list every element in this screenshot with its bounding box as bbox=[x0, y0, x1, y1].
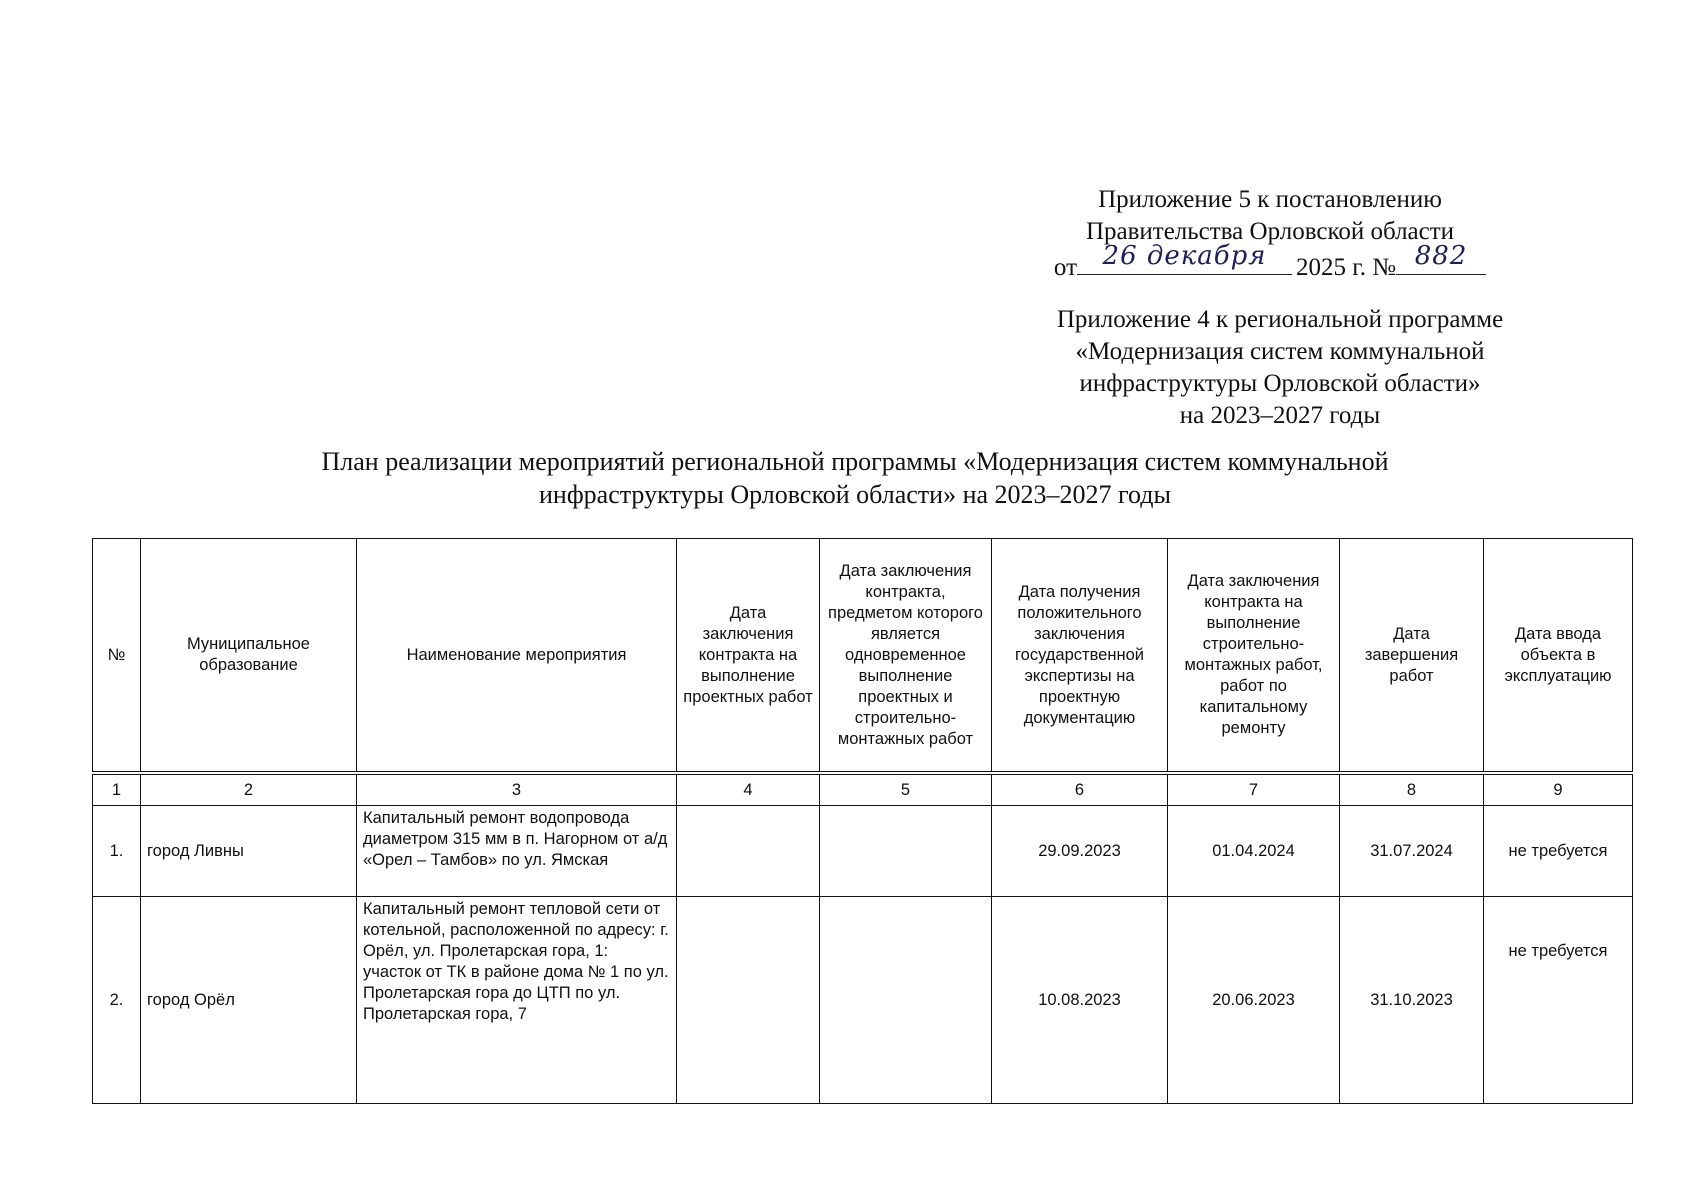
column-number: 8 bbox=[1340, 773, 1484, 806]
row-municipality: город Орёл bbox=[141, 897, 357, 1104]
header-design-contract: Дата заключения контракта на выполнение проектных работ bbox=[677, 539, 820, 774]
header-commissioning: Дата ввода объекта в эксплуатацию bbox=[1484, 539, 1633, 774]
row-event: Капитальный ремонт тепловой сети от котельной, расположенной по адресу: г. Орёл, ул. Пролетарская гора, 1: участок от ТК в районе дома № 1 по ул. Пролетарская гора до ЦТП по ул. Пролетарская гора, 7 bbox=[357, 897, 677, 1104]
plan-title bbox=[230, 445, 1480, 511]
header-combined-contract: Дата заключения контракта, предметом которого является одновременное выполнение проектных и строительно-монтажных работ bbox=[820, 539, 992, 774]
plan-title-line1: План реализации мероприятий региональной программы «Модернизация систем коммунальной bbox=[321, 447, 1389, 476]
table-row bbox=[93, 806, 1633, 897]
column-number: 2 bbox=[141, 773, 357, 806]
order-date-line bbox=[1040, 241, 1500, 284]
row-commissioning: не требуется bbox=[1484, 897, 1633, 1104]
annex4-line1: Приложение 4 к региональной программе bbox=[1056, 306, 1504, 333]
row-combined-contract bbox=[820, 806, 992, 897]
header-municipality: Муниципальное образование bbox=[141, 539, 357, 774]
column-number: 3 bbox=[357, 773, 677, 806]
header-num: № bbox=[93, 539, 141, 774]
header-expertise-date: Дата получения положительного заключения государственной экспертизы на проектную документацию bbox=[992, 539, 1168, 774]
row-expertise-date: 29.09.2023 bbox=[992, 806, 1168, 897]
column-number: 1 bbox=[93, 773, 141, 806]
column-number: 6 bbox=[992, 773, 1168, 806]
annex-4-header bbox=[1010, 304, 1550, 432]
handwritten-number: 882 bbox=[1414, 241, 1468, 271]
row-expertise-date: 10.08.2023 bbox=[992, 897, 1168, 1104]
row-design-contract bbox=[677, 897, 820, 1104]
plan-table bbox=[92, 538, 1633, 1104]
handwritten-date-field bbox=[1077, 241, 1292, 275]
order-year: 2025 г. № bbox=[1296, 254, 1397, 281]
row-completion: 31.07.2024 bbox=[1340, 806, 1484, 897]
row-completion: 31.10.2023 bbox=[1340, 897, 1484, 1104]
handwritten-number-field bbox=[1396, 241, 1486, 275]
row-design-contract bbox=[677, 806, 820, 897]
annex4-line2: «Модернизация систем коммунальной bbox=[1075, 338, 1485, 365]
row-num: 1. bbox=[93, 806, 141, 897]
column-number: 9 bbox=[1484, 773, 1633, 806]
annex5-line1: Приложение 5 к постановлению bbox=[1098, 186, 1442, 213]
row-construction-contract: 01.04.2024 bbox=[1168, 806, 1340, 897]
column-number: 7 bbox=[1168, 773, 1340, 806]
header-construction-contract: Дата заключения контракта на выполнение строительно-монтажных работ, работ по капитальному ремонту bbox=[1168, 539, 1340, 774]
row-combined-contract bbox=[820, 897, 992, 1104]
annex-5-header bbox=[1040, 184, 1500, 284]
plan-title-line2: инфраструктуры Орловской области» на 2023–2027 годы bbox=[539, 480, 1171, 509]
order-date-prefix: от bbox=[1053, 254, 1078, 281]
column-number: 4 bbox=[677, 773, 820, 806]
table-header-row bbox=[93, 539, 1633, 774]
header-completion: Дата завершения работ bbox=[1340, 539, 1484, 774]
column-number: 5 bbox=[820, 773, 992, 806]
annex4-line4: на 2023–2027 годы bbox=[1179, 402, 1381, 429]
row-num: 2. bbox=[93, 897, 141, 1104]
annex5-line2: Правительства Орловской области bbox=[1085, 218, 1455, 245]
column-number-row bbox=[93, 773, 1633, 806]
row-municipality: город Ливны bbox=[141, 806, 357, 897]
row-construction-contract: 20.06.2023 bbox=[1168, 897, 1340, 1104]
annex4-line3: инфраструктуры Орловской области» bbox=[1079, 370, 1481, 397]
row-event: Капитальный ремонт водопровода диаметром 315 мм в п. Нагорном от а/д «Орел – Тамбов» по ул. Ямская bbox=[357, 806, 677, 897]
row-commissioning: не требуется bbox=[1484, 806, 1633, 897]
table-row bbox=[93, 897, 1633, 1104]
header-event: Наименование мероприятия bbox=[357, 539, 677, 774]
handwritten-date: 26 декабря bbox=[1102, 241, 1267, 271]
